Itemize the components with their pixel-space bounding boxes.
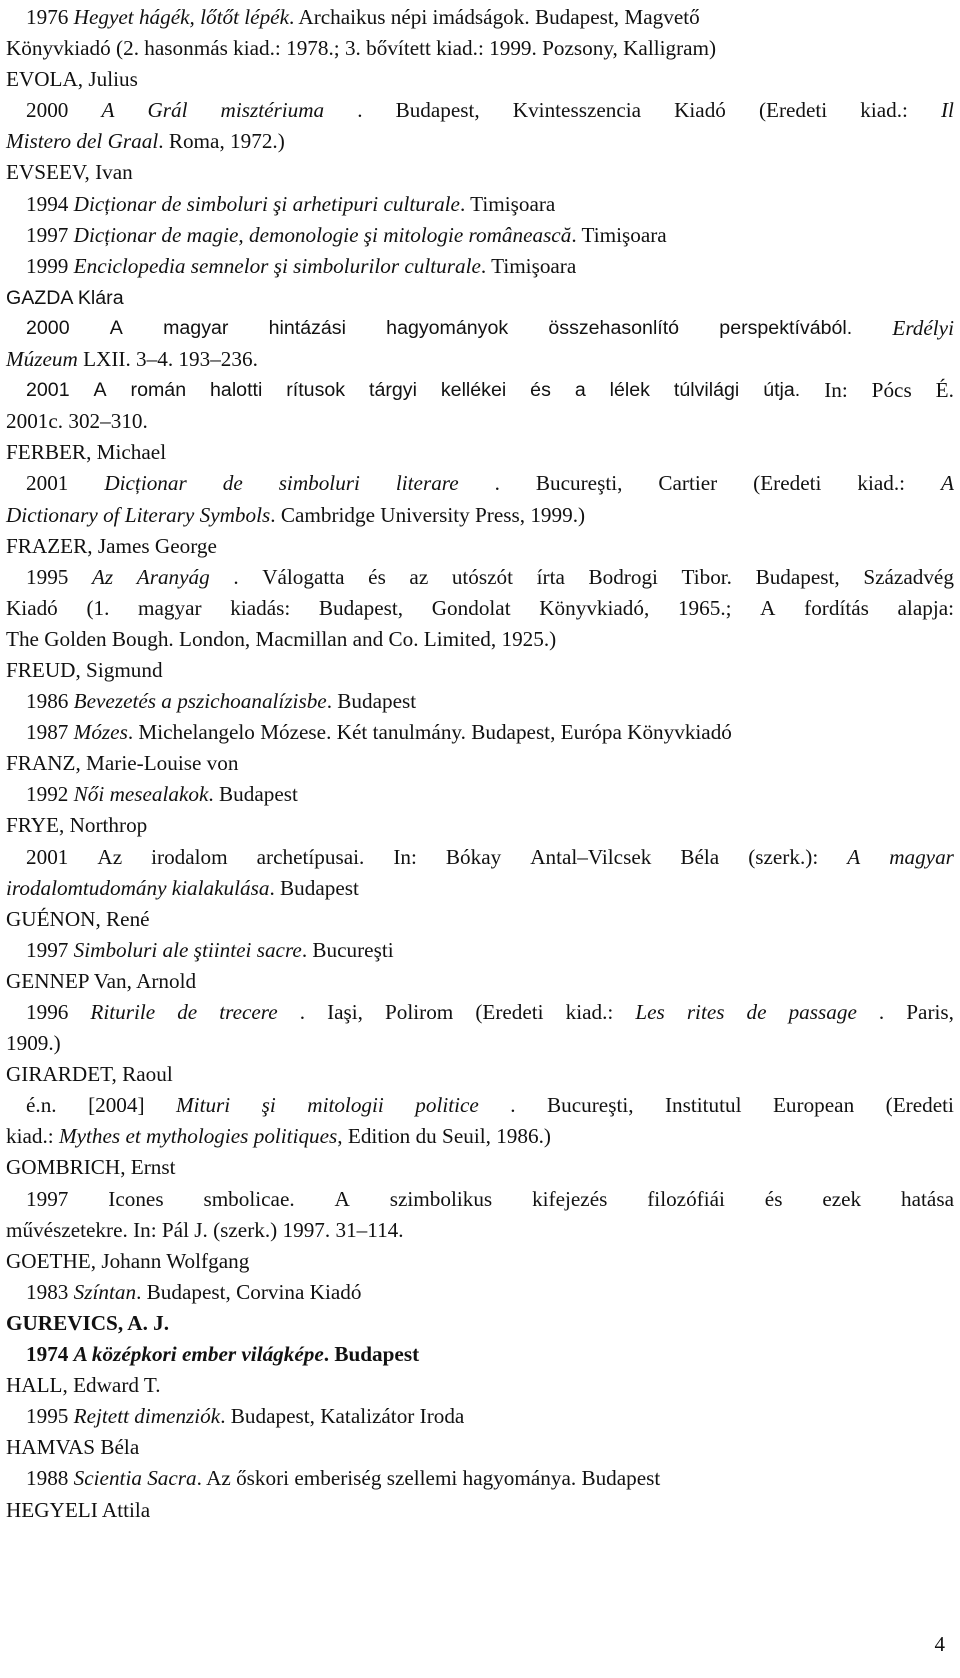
line-text: trecere bbox=[219, 1000, 278, 1024]
line-text: . bbox=[878, 1000, 885, 1024]
line-text: 1994 bbox=[26, 191, 74, 216]
line-text: magyar bbox=[163, 316, 229, 339]
line-text: Erdélyi bbox=[892, 315, 954, 340]
line-text: Dictionary of Literary Symbols bbox=[6, 502, 271, 527]
line-text: Budapest, bbox=[395, 98, 480, 123]
line-text: Dicționar de magie, demonologie şi mitologie românească bbox=[73, 222, 572, 247]
line-text: kiad.: bbox=[565, 1000, 614, 1024]
line-text: HEGYELI Attila bbox=[6, 1497, 151, 1522]
line-text: . bbox=[510, 1093, 516, 1118]
line-text: Kiadó bbox=[6, 595, 58, 620]
bibliography-line bbox=[6, 1401, 954, 1432]
line-text: . bbox=[357, 98, 363, 123]
line-text: művészetekre. In: Pál J. (szerk.) 1997. 31–114. bbox=[6, 1217, 404, 1242]
line-text: utószót bbox=[451, 564, 514, 589]
line-text: Tibor. bbox=[681, 564, 732, 589]
line-text: Bucureşti, bbox=[535, 471, 623, 496]
line-text: A bbox=[760, 595, 776, 620]
line-text: magyar bbox=[889, 844, 954, 869]
line-text: FERBER, Michael bbox=[6, 440, 167, 465]
line-text: 1997 bbox=[26, 222, 74, 247]
line-text: A középkori ember világképe bbox=[73, 1342, 324, 1367]
line-text: şi bbox=[261, 1093, 276, 1118]
line-text: GIRARDET, Raoul bbox=[6, 1062, 173, 1087]
line-text: A bbox=[941, 471, 954, 496]
line-text: ezek bbox=[822, 1186, 862, 1211]
line-text: LXII. 3–4. 193–236. bbox=[77, 347, 258, 372]
line-text: EVOLA, Julius bbox=[6, 67, 138, 92]
line-text: Scientia Sacra bbox=[73, 1466, 197, 1491]
line-text: Bevezetés a pszichoanalízisbe bbox=[73, 689, 327, 714]
line-text: FRAZER, James George bbox=[6, 533, 217, 558]
bibliography-line bbox=[6, 375, 954, 406]
line-text: GENNEP Van, Arnold bbox=[6, 968, 197, 993]
bibliography-line bbox=[6, 251, 954, 282]
line-text: Bodrogi bbox=[588, 564, 658, 589]
bibliography-line bbox=[6, 1215, 954, 1246]
line-text: Aranyág bbox=[136, 564, 210, 589]
line-text: The Golden Bough. London, Macmillan and Co. Limited, 1925.) bbox=[6, 626, 557, 651]
line-text: Béla bbox=[680, 844, 720, 869]
line-text: és bbox=[530, 379, 551, 402]
bibliography-line bbox=[6, 1121, 954, 1152]
line-text: passage bbox=[788, 1000, 857, 1024]
line-text: . Timişoara bbox=[459, 191, 556, 216]
line-text: Il bbox=[940, 98, 954, 123]
line-text: (1. bbox=[86, 595, 110, 620]
line-text: 1995 bbox=[26, 1404, 74, 1429]
line-text: Icones bbox=[108, 1186, 164, 1211]
bibliography-line bbox=[6, 406, 954, 437]
line-text: Bókay bbox=[445, 844, 502, 869]
line-text: Institutul bbox=[665, 1093, 742, 1118]
bibliography-line bbox=[6, 531, 954, 562]
line-text: . Archaikus népi imádságok. Budapest, Magvető bbox=[288, 5, 700, 29]
bibliography-line bbox=[6, 282, 954, 313]
bibliography-line bbox=[6, 935, 954, 966]
bibliography-line bbox=[6, 126, 954, 157]
line-text: perspektívából. bbox=[719, 316, 853, 339]
line-text: Az bbox=[97, 844, 123, 869]
line-text: Mistero del Graal bbox=[6, 129, 159, 154]
bibliography-line bbox=[6, 437, 954, 468]
line-text: hatása bbox=[901, 1186, 954, 1211]
line-text: fordítás bbox=[804, 595, 869, 620]
line-text: [2004] bbox=[88, 1093, 145, 1118]
line-text: GAZDA Klára bbox=[6, 286, 124, 309]
bibliography-line bbox=[6, 220, 954, 251]
line-text: Könyvkiadó (2. hasonmás kiad.: 1978.; 3. bővített kiad.: 1999. Pozsony, Kalligram) bbox=[6, 36, 717, 61]
line-text: In: bbox=[824, 378, 848, 403]
line-text: írta bbox=[536, 564, 565, 589]
line-text: FRANZ, Marie-Louise von bbox=[6, 751, 239, 776]
line-text: misztériuma bbox=[220, 98, 325, 123]
line-text: É. bbox=[935, 378, 954, 403]
bibliography-line bbox=[6, 95, 954, 126]
line-text: Gondolat bbox=[431, 595, 511, 620]
line-text: és bbox=[764, 1186, 783, 1211]
line-text: GOETHE, Johann Wolfgang bbox=[6, 1248, 250, 1273]
line-text: 1983 bbox=[26, 1279, 74, 1304]
line-text: . Bucureşti bbox=[301, 937, 394, 962]
line-text: Cartier bbox=[658, 471, 718, 496]
line-text: FREUD, Sigmund bbox=[6, 657, 163, 682]
line-text: EVSEEV, Ivan bbox=[6, 160, 133, 185]
line-text: tárgyi bbox=[369, 379, 417, 402]
line-text: GUÉNON, René bbox=[6, 906, 150, 931]
line-text: de bbox=[746, 1000, 767, 1024]
bibliography-line bbox=[6, 1059, 954, 1090]
line-text: (Eredeti bbox=[753, 471, 822, 496]
line-text: (Eredeti bbox=[885, 1093, 954, 1118]
line-text: smbolicae. bbox=[203, 1186, 295, 1211]
line-text: . Budapest bbox=[269, 875, 359, 900]
line-text: alapja: bbox=[897, 595, 954, 620]
line-text: é.n. bbox=[26, 1093, 57, 1118]
line-text: filozófiái bbox=[647, 1186, 725, 1211]
bibliography-line bbox=[6, 966, 954, 997]
line-text: . Budapest bbox=[208, 782, 298, 807]
line-text: Mythes et mythologies politiques bbox=[58, 1124, 338, 1149]
line-text: literare bbox=[395, 471, 459, 496]
line-text: Mózes bbox=[73, 720, 128, 745]
line-text: 2000 bbox=[26, 98, 69, 123]
line-text: FRYE, Northrop bbox=[6, 813, 148, 838]
line-text: hintázási bbox=[268, 316, 346, 339]
line-text: 1995 bbox=[26, 564, 69, 589]
line-text: GUREVICS, A. J. bbox=[6, 1310, 170, 1335]
line-text: , Edition du Seuil, 1986.) bbox=[337, 1124, 551, 1149]
line-text: . bbox=[233, 564, 239, 589]
line-text: . Timişoara bbox=[480, 253, 577, 278]
line-text: Dicționar de simboluri şi arhetipuri culturale bbox=[73, 191, 460, 216]
bibliography-line bbox=[6, 624, 954, 655]
line-text: . Budapest, Katalizátor Iroda bbox=[220, 1404, 465, 1429]
line-text: politice bbox=[415, 1093, 479, 1118]
line-text: rítusok bbox=[286, 379, 346, 402]
line-text: In: bbox=[393, 844, 417, 869]
line-text: Válogatta bbox=[262, 564, 345, 589]
page-number: 4 bbox=[934, 1632, 945, 1656]
line-text: 1976 bbox=[26, 5, 74, 29]
line-text: kiad.: bbox=[857, 471, 906, 496]
line-text: A bbox=[109, 316, 123, 339]
line-text: kifejezés bbox=[532, 1186, 608, 1211]
line-text: Kvintesszencia bbox=[512, 98, 642, 123]
line-text: A bbox=[93, 379, 107, 402]
line-text: kiadás: bbox=[230, 595, 291, 620]
line-text: Hegyet hágék, lőtőt lépék bbox=[73, 5, 289, 29]
line-text: Riturile bbox=[90, 1000, 156, 1024]
bibliography-list bbox=[6, 2, 954, 1526]
line-text: 1988 bbox=[26, 1466, 74, 1491]
line-text: (Eredeti bbox=[758, 98, 828, 123]
line-text: 1996 bbox=[26, 1000, 69, 1024]
line-text: 1986 bbox=[26, 689, 74, 714]
line-text: Paris, bbox=[906, 1000, 954, 1024]
bibliography-line bbox=[6, 1463, 954, 1494]
bibliography-line bbox=[6, 2, 954, 33]
bibliography-line bbox=[6, 157, 954, 188]
line-text: Múzeum bbox=[6, 347, 78, 372]
bibliography-line bbox=[6, 1370, 954, 1401]
line-text: archetípusai. bbox=[256, 844, 365, 869]
bibliography-line bbox=[6, 873, 954, 904]
line-text: magyar bbox=[138, 595, 202, 620]
line-text: Századvég bbox=[863, 564, 954, 589]
bibliography-line bbox=[6, 1339, 954, 1370]
bibliography-line bbox=[6, 1277, 954, 1308]
bibliography-line bbox=[6, 500, 954, 531]
line-text: Bucureşti, bbox=[547, 1093, 634, 1118]
line-text: (Eredeti bbox=[475, 1000, 544, 1024]
line-text: 1965.; bbox=[677, 595, 732, 620]
bibliography-line bbox=[6, 1152, 954, 1183]
line-text: Antal–Vilcsek bbox=[530, 844, 652, 869]
bibliography-line bbox=[6, 748, 954, 779]
line-text: . bbox=[299, 1000, 306, 1024]
line-text: 1997 bbox=[26, 937, 74, 962]
line-text: 1992 bbox=[26, 782, 74, 807]
line-text: Simboluri ale ştiintei sacre bbox=[73, 937, 302, 962]
line-text: . Az őskori emberiség szellemi hagyománya. Budapest bbox=[196, 1466, 661, 1491]
bibliography-line bbox=[6, 717, 954, 748]
line-text: a bbox=[574, 379, 586, 402]
line-text: Pócs bbox=[871, 378, 912, 403]
line-text: kiad.: bbox=[6, 1124, 59, 1149]
line-text: Grál bbox=[147, 98, 188, 123]
line-text: Budapest, bbox=[755, 564, 840, 589]
line-text: de bbox=[222, 471, 243, 496]
line-text: 1909.) bbox=[6, 1031, 61, 1056]
line-text: Színtan bbox=[73, 1279, 137, 1304]
bibliography-line bbox=[6, 1495, 954, 1526]
line-text: szimbolikus bbox=[389, 1186, 493, 1211]
bibliography-line bbox=[6, 904, 954, 935]
line-text: A bbox=[847, 844, 861, 869]
line-text: összehasonlító bbox=[548, 316, 680, 339]
bibliography-line bbox=[6, 1184, 954, 1215]
line-text: A bbox=[101, 98, 115, 123]
bibliography-line bbox=[6, 344, 954, 375]
bibliography-line bbox=[6, 189, 954, 220]
line-text: HAMVAS Béla bbox=[6, 1435, 140, 1460]
line-text: Kiadó bbox=[674, 98, 726, 123]
line-text: rites bbox=[686, 1000, 725, 1024]
line-text: Könyvkiadó, bbox=[539, 595, 650, 620]
line-text: kiad.: bbox=[860, 98, 908, 123]
line-text: Az bbox=[91, 564, 114, 589]
line-text: A bbox=[334, 1186, 350, 1211]
line-text: Női mesealakok bbox=[73, 782, 209, 807]
line-text: útja. bbox=[763, 379, 801, 402]
line-text: Mituri bbox=[176, 1093, 231, 1118]
line-text: 1997 bbox=[26, 1186, 69, 1211]
line-text: . Budapest, Corvina Kiadó bbox=[136, 1279, 362, 1304]
line-text: 2001c. 302–310. bbox=[6, 409, 148, 434]
line-text: Les bbox=[635, 1000, 665, 1024]
line-text: 2000 bbox=[26, 316, 70, 339]
bibliography-line bbox=[6, 593, 954, 624]
line-text: Dicționar bbox=[104, 471, 187, 496]
bibliography-line bbox=[6, 842, 954, 873]
line-text: halotti bbox=[210, 379, 263, 402]
line-text: 1987 bbox=[26, 720, 74, 745]
line-text: Polirom bbox=[385, 1000, 454, 1024]
line-text: hagyományok bbox=[386, 316, 509, 339]
line-text: GOMBRICH, Ernst bbox=[6, 1155, 176, 1180]
line-text: 1974 bbox=[26, 1342, 74, 1367]
bibliography-line bbox=[6, 686, 954, 717]
bibliography-line bbox=[6, 64, 954, 95]
bibliography-line bbox=[6, 33, 954, 64]
line-text: HALL, Edward T. bbox=[6, 1373, 161, 1398]
line-text: az bbox=[409, 564, 429, 589]
bibliography-line bbox=[6, 1090, 954, 1121]
bibliography-line bbox=[6, 1432, 954, 1463]
bibliography-line bbox=[6, 468, 954, 499]
line-text: 1999 bbox=[26, 253, 74, 278]
line-text: (szerk.): bbox=[748, 844, 819, 869]
line-text: 2001 bbox=[26, 844, 69, 869]
line-text: lélek bbox=[609, 379, 650, 402]
line-text: . Cambridge University Press, 1999.) bbox=[270, 502, 586, 527]
line-text: Rejtett dimenziók bbox=[73, 1404, 221, 1429]
line-text: túlvilági bbox=[673, 379, 740, 402]
bibliography-line bbox=[6, 1246, 954, 1277]
line-text: irodalomtudomány kialakulása bbox=[6, 875, 270, 900]
line-text: de bbox=[177, 1000, 198, 1024]
line-text: kellékei bbox=[440, 379, 507, 402]
line-text: . Budapest bbox=[326, 689, 417, 714]
line-text: és bbox=[368, 564, 386, 589]
line-text: . bbox=[494, 471, 500, 496]
line-text: . Budapest bbox=[323, 1342, 420, 1367]
line-text: irodalom bbox=[151, 844, 228, 869]
line-text: simboluri bbox=[278, 471, 360, 496]
line-text: European bbox=[772, 1093, 855, 1118]
line-text: . Timişoara bbox=[571, 222, 667, 247]
bibliography-line bbox=[6, 997, 954, 1028]
bibliography-line bbox=[6, 810, 954, 841]
bibliography-line bbox=[6, 1028, 954, 1059]
bibliography-line bbox=[6, 313, 954, 344]
line-text: 2001 bbox=[26, 471, 69, 496]
line-text: mitologii bbox=[307, 1093, 384, 1118]
line-text: Enciclopedia semnelor şi simbolurilor culturale bbox=[73, 253, 481, 278]
line-text: Budapest, bbox=[318, 595, 404, 620]
line-text: román bbox=[130, 379, 187, 402]
bibliography-line bbox=[6, 562, 954, 593]
line-text: 2001 bbox=[26, 379, 70, 402]
bibliography-line bbox=[6, 779, 954, 810]
bibliography-line bbox=[6, 1308, 954, 1339]
line-text: . Roma, 1972.) bbox=[158, 129, 285, 154]
bibliography-line bbox=[6, 655, 954, 686]
line-text: Iaşi, bbox=[327, 1000, 363, 1024]
line-text: . Michelangelo Mózese. Két tanulmány. Budapest, Európa Könyvkiadó bbox=[127, 720, 732, 745]
